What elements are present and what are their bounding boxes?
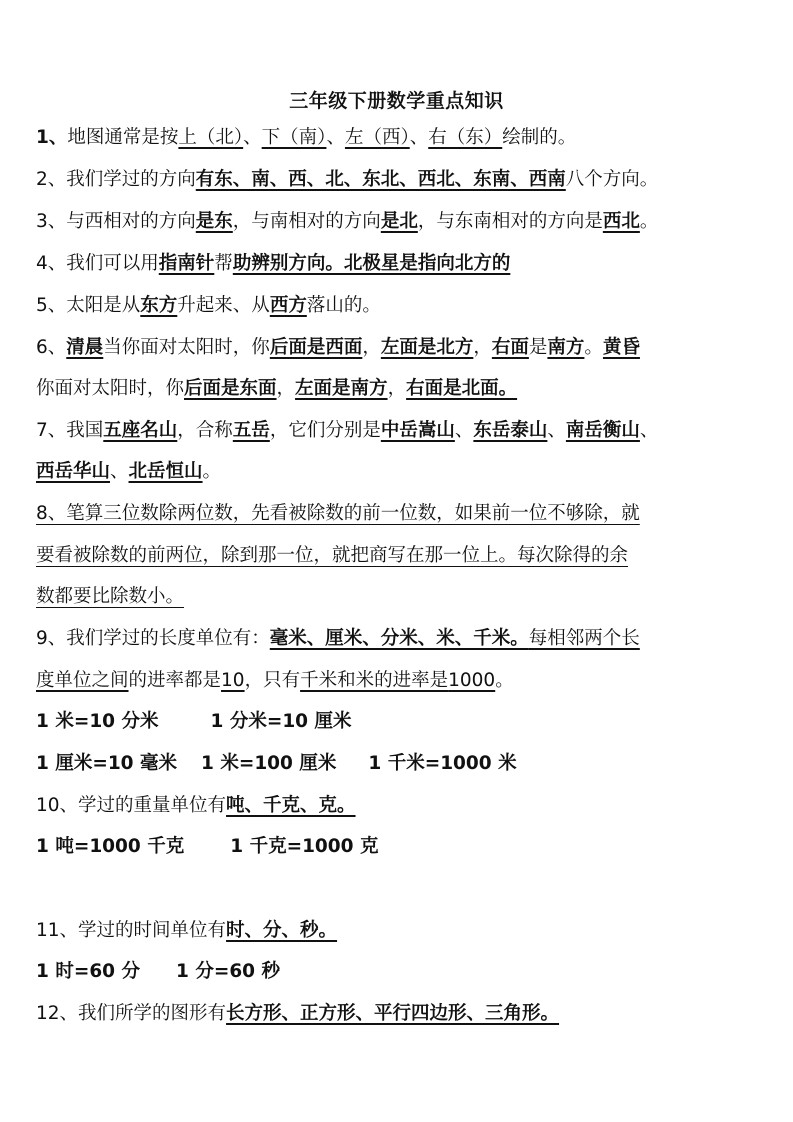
item-3-answer-northwest: 西北	[602, 211, 640, 232]
item-7-hengshan-north: 北岳恒山	[128, 461, 203, 482]
item-9-text-e: ，只有	[244, 670, 301, 691]
item-7-sep3: 、	[639, 420, 659, 441]
item-7-line-2	[36, 459, 766, 485]
item-6-behind-east: 后面是东面	[184, 378, 277, 399]
item-6-comma1: ，	[362, 337, 381, 358]
item-6-right: 右面	[491, 337, 529, 358]
item-5-end: 落山的。	[306, 295, 381, 316]
item-6-comma3: ，	[276, 378, 296, 399]
item-1-sep1: 、	[243, 127, 262, 148]
item-10-units: 吨、千克、克。	[226, 795, 356, 816]
item-7-text-b: ，合称	[177, 420, 233, 441]
item-1-end: 绘制的。	[502, 127, 577, 148]
item-6-left-south: 左面是南方	[295, 378, 388, 399]
item-6-text-a: 当你面对太阳时，你	[103, 337, 270, 358]
item-12	[36, 1001, 766, 1027]
item-5-east: 东方	[140, 295, 178, 316]
conv-kg-g: 1 千克=1000 克	[230, 836, 379, 857]
item-6-right-north: 右面是北面。	[406, 378, 518, 399]
item-1	[36, 125, 766, 151]
item-3-end: 。	[639, 211, 659, 232]
item-5-west: 西方	[269, 295, 307, 316]
item-1-east: 右（东）	[428, 127, 503, 148]
item-6-line-2	[36, 376, 766, 402]
item-12-shapes: 长方形、正方形、平行四边形、三角形。	[226, 1003, 560, 1024]
item-2	[36, 167, 766, 193]
item-4-help: 帮	[214, 253, 233, 274]
item-12-text: 12、我们所学的图形有	[36, 1003, 227, 1024]
item-9-rate-10: 10	[221, 670, 245, 691]
page-title: 三年级下册数学重点知识	[289, 90, 504, 112]
item-3	[36, 209, 766, 235]
item-9-text-d: 的进率都是	[128, 670, 222, 691]
item-8-text-2: 要看被除数的前两位，除到那一位，就把商写在那一位上。每次除得的余	[36, 545, 629, 566]
item-3-text-c: ，与东南相对的方向是	[417, 211, 603, 232]
item-7-songshan: 中岳嵩山	[380, 420, 455, 441]
item-1-sep3: 、	[409, 127, 429, 148]
item-11-text: 11、学过的时间单位有	[36, 920, 227, 941]
item-8-text-3: 数都要比除数小。	[36, 586, 185, 607]
item-7-hengshan-south: 南岳衡山	[565, 420, 640, 441]
conversion-row-4	[36, 959, 766, 985]
item-10	[36, 793, 766, 819]
item-6-dusk: 黄昏	[602, 337, 640, 358]
item-11-units: 时、分、秒。	[226, 920, 338, 941]
item-9-text-b: 每相邻两个长	[528, 628, 640, 649]
item-7-five-mountains: 五座名山	[103, 420, 178, 441]
item-9-text-c: 度单位之间	[36, 670, 129, 691]
item-9-units: 毫米、厘米、分米、米、千米。	[269, 628, 529, 649]
item-4-text: 4、我们可以用	[36, 253, 159, 274]
item-9-end: 。	[495, 670, 514, 691]
item-5-text-a: 5、太阳是从	[36, 295, 141, 316]
item-1-south: 下（南）	[261, 127, 327, 148]
item-9-rate-1000: 1000	[448, 670, 496, 691]
item-7-end: 。	[202, 461, 222, 482]
item-4	[36, 251, 766, 277]
conv-m-cm: 1 米=100 厘米	[201, 753, 337, 774]
conv-dm-cm: 1 分米=10 厘米	[210, 711, 352, 732]
conv-km-m: 1 千米=1000 米	[368, 753, 517, 774]
item-8-line-2	[36, 543, 766, 569]
item-1-north: 上（北）	[178, 127, 244, 148]
item-4-compass: 指南针	[158, 253, 215, 274]
item-1-text: 地图通常是按	[67, 127, 179, 148]
item-6-south: 南方	[547, 337, 585, 358]
item-7-text-a: 7、我国	[36, 420, 104, 441]
conversion-row-2	[36, 751, 766, 777]
item-7-taishan: 东岳泰山	[473, 420, 548, 441]
item-5	[36, 293, 766, 319]
item-10-text: 10、学过的重量单位有	[36, 795, 227, 816]
item-6-number: 6、	[36, 337, 67, 358]
item-9-line-2	[36, 668, 766, 694]
item-6-is: 是	[528, 337, 548, 358]
item-9-text-a: 9、我们学过的长度单位有：	[36, 628, 270, 649]
conv-cm-mm: 1 厘米=10 毫米	[36, 753, 177, 774]
conversion-row-1	[36, 709, 766, 735]
item-7-line-1	[36, 418, 766, 444]
item-6-line-1	[36, 335, 766, 361]
conv-min-s: 1 分=60 秒	[176, 961, 280, 982]
item-6-left-north: 左面是北方	[380, 337, 474, 358]
conv-m-dm: 1 米=10 分米	[36, 711, 159, 732]
item-2-directions: 有东、南、西、北、东北、西北、东南、西南	[195, 169, 566, 190]
item-8-line-1	[36, 501, 766, 527]
item-7-sep2: 、	[547, 420, 566, 441]
item-3-text-b: ，与南相对的方向	[232, 211, 381, 232]
item-2-text: 2、我们学过的方向	[36, 169, 196, 190]
conv-t-kg: 1 吨=1000 千克	[36, 836, 185, 857]
item-1-sep2: 、	[326, 127, 345, 148]
conversion-row-3	[36, 834, 766, 860]
item-7-sep4: 、	[110, 461, 129, 482]
item-1-west: 左（西）	[344, 127, 410, 148]
item-2-end: 八个方向。	[565, 169, 659, 190]
item-6-comma2: ，	[473, 337, 492, 358]
item-6-comma4: ，	[387, 378, 407, 399]
item-4-polaris: 助辨别方向。北极星是指向北方的	[232, 253, 511, 274]
item-6-behind-west: 后面是西面	[269, 337, 363, 358]
item-3-answer-east: 是东	[195, 211, 233, 232]
item-5-text-b: 升起来、从	[177, 295, 270, 316]
item-3-text-a: 3、与西相对的方向	[36, 211, 196, 232]
item-11	[36, 918, 766, 944]
item-8-text-1: 8、笔算三位数除两位数，先看被除数的前一位数，如果前一位不够除，就	[36, 503, 640, 524]
item-7-huashan: 西岳华山	[36, 461, 111, 482]
item-8-line-3	[36, 584, 766, 610]
item-6-period: 。	[584, 337, 603, 358]
conv-h-min: 1 时=60 分	[36, 961, 140, 982]
item-7-text-c: ，它们分别是	[269, 420, 381, 441]
item-6-morning: 清晨	[66, 337, 104, 358]
item-1-number: 1、	[36, 127, 68, 148]
item-9-line-1	[36, 626, 766, 652]
item-7-sep1: 、	[454, 420, 474, 441]
item-6-text-b: 你面对太阳时，你	[36, 378, 185, 399]
item-9-text-f: 千米和米的进率是	[300, 670, 449, 691]
item-3-answer-north: 是北	[380, 211, 418, 232]
item-7-wuyue: 五岳	[232, 420, 270, 441]
